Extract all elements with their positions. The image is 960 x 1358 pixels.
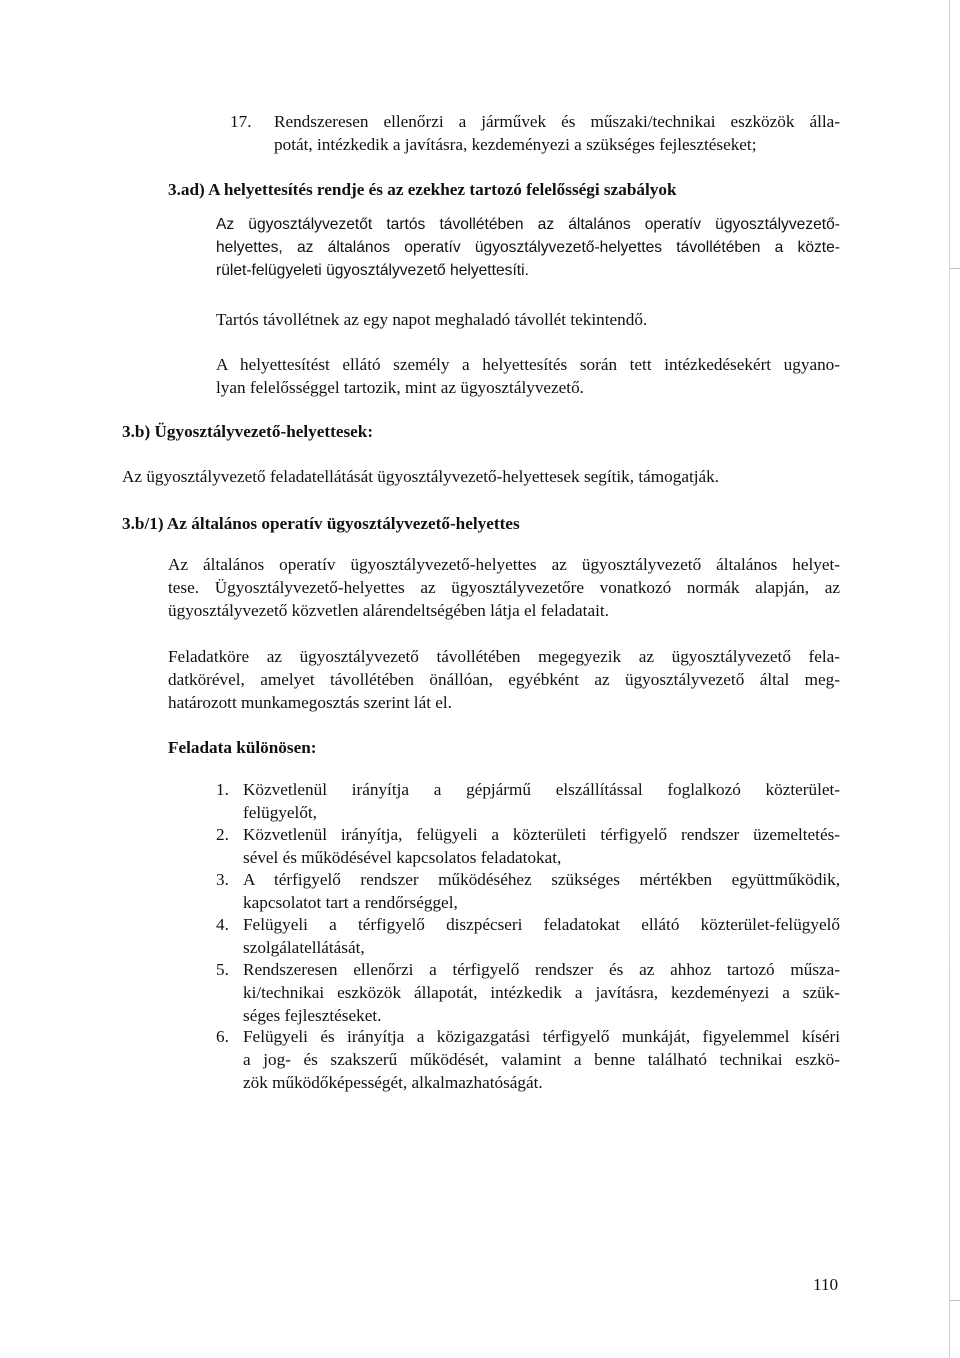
- task-line: Felügyeli a térfigyelő diszpécseri feladatokat ellátó közterület-felügyelő: [243, 915, 840, 934]
- scan-edge-mark: [950, 1300, 960, 1301]
- scan-edge-line: [949, 0, 950, 1358]
- task-line: kapcsolatot tart a rendőrséggel,: [243, 893, 458, 912]
- paragraph-line: A helyettesítést ellátó személy a helyettesítés során tett intézkedésekért ugyano-: [216, 355, 840, 374]
- task-line: séges fejlesztéseket.: [243, 1006, 382, 1025]
- section-3ad-paragraph-1: [216, 213, 840, 282]
- section-3b-paragraph: Az ügyosztályvezető feladatellátását ügyosztályvezető-helyettesek segítik, támogatják.: [122, 467, 720, 486]
- task-item: [243, 778, 840, 824]
- task-line: A térfigyelő rendszer működéséhez szükséges mértékben együttműködik,: [243, 870, 840, 889]
- paragraph-line: Az általános operatív ügyosztályvezető-helyettes az ügyosztályvezető általános helyet-: [168, 555, 840, 574]
- paragraph-line: lyan felelősséggel tartozik, mint az ügyosztályvezető.: [216, 378, 584, 397]
- task-item: [243, 958, 840, 1027]
- task-number: 4.: [216, 915, 229, 934]
- paragraph-line: ügyosztályvezető közvetlen alárendeltségében látja el feladatait.: [168, 601, 609, 620]
- section-3b1-heading: 3.b/1) Az általános operatív ügyosztályvezető-helyettes: [122, 514, 520, 533]
- task-line: felügyelőt,: [243, 803, 317, 822]
- task-line: ki/technikai eszközök állapotát, intézkedik a javításra, kezdeményezi a szük-: [243, 983, 840, 1002]
- task-number: 2.: [216, 825, 229, 844]
- task-line: zök működőképességét, alkalmazhatóságát.: [243, 1073, 543, 1092]
- paragraph-line: helyettes, az általános operatív ügyosztályvezető-helyettes távollétében a közte-: [216, 239, 840, 256]
- paragraph-line: határozott munkamegosztás szerint lát el.: [168, 693, 452, 712]
- section-3ad-heading: 3.ad) A helyettesítés rendje és az ezekhez tartozó felelősségi szabályok: [168, 180, 677, 199]
- item-17-text: [274, 110, 840, 156]
- item-17-line: potát, intézkedik a javításra, kezdeményezi a szükséges fejlesztéseket;: [274, 135, 757, 154]
- section-3b1-paragraph-2: [168, 645, 840, 714]
- task-line: Közvetlenül irányítja, felügyeli a közterületi térfigyelő rendszer üzemeltetés-: [243, 825, 840, 844]
- section-3ad-paragraph-2: Tartós távollétnek az egy napot meghaladó távollét tekintendő.: [216, 310, 648, 329]
- task-line: Közvetlenül irányítja a gépjármű elszállítással foglalkozó közterület-: [243, 780, 840, 799]
- item-17-line: Rendszeresen ellenőrzi a járművek és műszaki/technikai eszközök álla-: [274, 112, 840, 131]
- task-line: Rendszeresen ellenőrzi a térfigyelő rendszer és az ahhoz tartozó műsza-: [243, 960, 840, 979]
- task-line: sével és működésével kapcsolatos feladatokat,: [243, 848, 562, 867]
- section-3ad-paragraph-3: [216, 353, 840, 399]
- item-17-number: 17.: [230, 112, 252, 131]
- page-number: 110: [813, 1275, 839, 1294]
- task-line: szolgálatellátását,: [243, 938, 365, 957]
- task-line: Felügyeli és irányítja a közigazgatási térfigyelő munkáját, figyelemmel kíséri: [243, 1027, 840, 1046]
- paragraph-line: datkörével, amelyet távollétében önállóan, egyébként az ügyosztályvezető által meg-: [168, 670, 840, 689]
- section-3b1-paragraph-1: [168, 553, 840, 622]
- task-number: 3.: [216, 870, 229, 889]
- task-item: [243, 868, 840, 914]
- task-item: [243, 913, 840, 959]
- paragraph-line: rület-felügyeleti ügyosztályvezető helyettesíti.: [216, 262, 529, 279]
- paragraph-line: Az ügyosztályvezetőt tartós távollétében az általános operatív ügyosztályvezető-: [216, 216, 840, 233]
- section-3b-heading: 3.b) Ügyosztályvezető-helyettesek:: [122, 422, 374, 441]
- tasks-heading: Feladata különösen:: [168, 738, 317, 757]
- paragraph-line: tese. Ügyosztályvezető-helyettes az ügyosztályvezetőre vonatkozó normák alapján, az: [168, 578, 840, 597]
- paragraph-line: Feladatköre az ügyosztályvezető távollétében megegyezik az ügyosztályvezető fela-: [168, 647, 840, 666]
- task-number: 1.: [216, 780, 229, 799]
- task-item: [243, 823, 840, 869]
- task-item: [243, 1025, 840, 1094]
- task-number: 5.: [216, 960, 229, 979]
- scan-edge-mark: [950, 268, 960, 269]
- task-line: a jog- és szakszerű működését, valamint a benne található technikai eszkö-: [243, 1050, 840, 1069]
- task-number: 6.: [216, 1027, 229, 1046]
